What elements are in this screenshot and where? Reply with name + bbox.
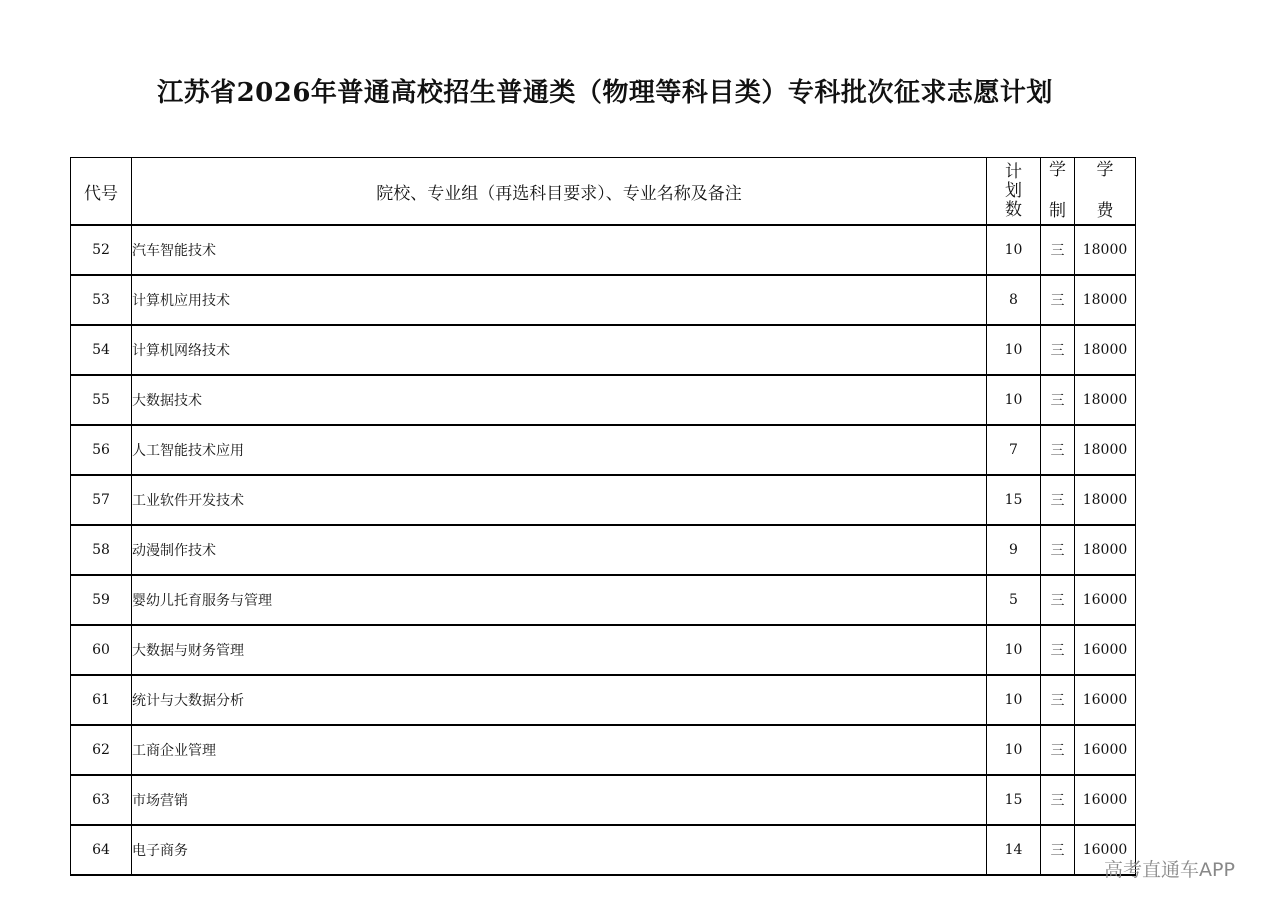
cell-study-years: 三 (1041, 725, 1075, 775)
header-plan-char: 数 (1005, 199, 1022, 220)
watermark-text: 高考直通车APP (1104, 859, 1235, 881)
cell-plan-count: 15 (987, 475, 1041, 525)
cell-study-years: 三 (1041, 675, 1075, 725)
cell-plan-count: 10 (987, 325, 1041, 375)
cell-tuition: 18000 (1075, 275, 1136, 325)
cell-major-name: 工业软件开发技术 (132, 475, 987, 525)
cell-code: 57 (71, 475, 132, 525)
cell-study-years: 三 (1041, 225, 1075, 275)
cell-study-years: 三 (1041, 825, 1075, 875)
table-row (71, 275, 1136, 325)
cell-study-years: 三 (1041, 775, 1075, 825)
cell-major-name: 市场营销 (132, 775, 987, 825)
page-title: 江苏省2026年普通高校招生普通类（物理等科目类）专科批次征求志愿计划 (157, 78, 1053, 108)
cell-code: 62 (71, 725, 132, 775)
header-fee-char: 费 (1096, 201, 1114, 221)
cell-study-years: 三 (1041, 275, 1075, 325)
cell-plan-count: 15 (987, 775, 1041, 825)
cell-plan-count: 10 (987, 625, 1041, 675)
cell-tuition: 16000 (1075, 775, 1136, 825)
cell-study-years: 三 (1041, 425, 1075, 475)
cell-tuition: 16000 (1075, 675, 1136, 725)
cell-study-years: 三 (1041, 325, 1075, 375)
header-system (1041, 158, 1075, 226)
cell-plan-count: 10 (987, 675, 1041, 725)
cell-tuition: 16000 (1075, 625, 1136, 675)
table-row (71, 825, 1136, 875)
cell-tuition: 16000 (1075, 825, 1136, 875)
cell-major-name: 婴幼儿托育服务与管理 (132, 575, 987, 625)
cell-tuition: 18000 (1075, 375, 1136, 425)
cell-major-name: 动漫制作技术 (132, 525, 987, 575)
cell-major-name: 大数据技术 (132, 375, 987, 425)
header-plan (987, 158, 1041, 226)
table-row (71, 325, 1136, 375)
table-row (71, 625, 1136, 675)
table-row (71, 425, 1136, 475)
header-plan-char: 划 (1005, 180, 1022, 201)
cell-major-name: 人工智能技术应用 (132, 425, 987, 475)
table-row (71, 375, 1136, 425)
cell-tuition: 16000 (1075, 575, 1136, 625)
cell-study-years: 三 (1041, 625, 1075, 675)
cell-tuition: 18000 (1075, 225, 1136, 275)
cell-study-years: 三 (1041, 475, 1075, 525)
cell-plan-count: 7 (987, 425, 1041, 475)
header-fee (1075, 158, 1136, 226)
cell-tuition: 18000 (1075, 425, 1136, 475)
table-row (71, 775, 1136, 825)
table-row (71, 225, 1136, 275)
cell-major-name: 大数据与财务管理 (132, 625, 987, 675)
table-row (71, 475, 1136, 525)
cell-tuition: 16000 (1075, 725, 1136, 775)
table-row (71, 575, 1136, 625)
cell-code: 52 (71, 225, 132, 275)
cell-code: 63 (71, 775, 132, 825)
cell-code: 54 (71, 325, 132, 375)
cell-plan-count: 5 (987, 575, 1041, 625)
cell-major-name: 电子商务 (132, 825, 987, 875)
cell-code: 56 (71, 425, 132, 475)
header-code: 代号 (71, 158, 132, 226)
cell-study-years: 三 (1041, 375, 1075, 425)
cell-major-name: 计算机应用技术 (132, 275, 987, 325)
cell-major-name: 工商企业管理 (132, 725, 987, 775)
cell-plan-count: 10 (987, 725, 1041, 775)
header-system-char: 学 (1049, 160, 1066, 180)
cell-code: 64 (71, 825, 132, 875)
cell-major-name: 统计与大数据分析 (132, 675, 987, 725)
cell-study-years: 三 (1041, 575, 1075, 625)
header-name: 院校、专业组（再选科目要求）、专业名称及备注 (132, 158, 987, 226)
table-row (71, 725, 1136, 775)
table-row (71, 525, 1136, 575)
cell-code: 59 (71, 575, 132, 625)
cell-code: 55 (71, 375, 132, 425)
cell-tuition: 18000 (1075, 475, 1136, 525)
header-system-char: 制 (1049, 201, 1066, 221)
cell-code: 60 (71, 625, 132, 675)
table-row (71, 675, 1136, 725)
table-header-row (71, 158, 1136, 226)
cell-plan-count: 9 (987, 525, 1041, 575)
cell-plan-count: 8 (987, 275, 1041, 325)
enrollment-plan-table (70, 157, 1136, 876)
cell-code: 58 (71, 525, 132, 575)
cell-code: 53 (71, 275, 132, 325)
header-fee-char: 学 (1096, 160, 1114, 180)
cell-plan-count: 14 (987, 825, 1041, 875)
cell-tuition: 18000 (1075, 325, 1136, 375)
cell-tuition: 18000 (1075, 525, 1136, 575)
cell-plan-count: 10 (987, 375, 1041, 425)
cell-major-name: 计算机网络技术 (132, 325, 987, 375)
header-plan-char: 计 (1005, 161, 1022, 182)
cell-plan-count: 10 (987, 225, 1041, 275)
cell-study-years: 三 (1041, 525, 1075, 575)
cell-major-name: 汽车智能技术 (132, 225, 987, 275)
cell-code: 61 (71, 675, 132, 725)
